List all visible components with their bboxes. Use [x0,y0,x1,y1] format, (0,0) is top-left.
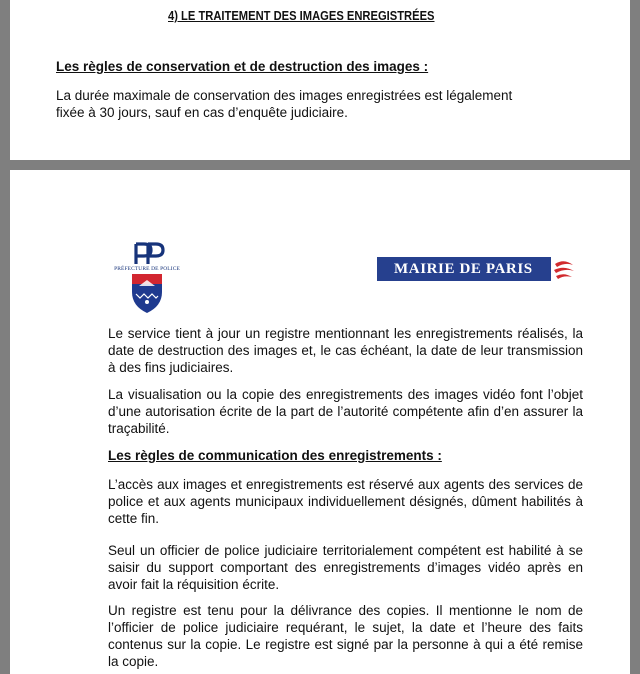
mairie-text: MAIRIE DE PARIS [394,261,533,277]
mairie-de-paris-logo [377,257,575,281]
prefecture-emblem-icon [106,240,188,316]
paragraph-registre: Le service tient à jour un registre mentionnant les enregistrements réalisés, la date de destruction des images et, le cas échéant, la date de leur transmission à des fins judiciaires. [108,326,583,375]
document-page-2 [10,170,630,674]
paragraph-copies: Un registre est tenu pour la délivrance des copies. Il mentionne le nom de l’officier de police judiciaire requérant, le sujet, la date et l’heure des faits contenus sur la copie. Le registre est signé par la personne à qui a été remise la copie. [108,603,583,669]
paragraph-visualisation: La visualisation ou la copie des enregistrements des images vidéo font l’objet d’une autorisation écrite de la part de l’autorité compétente afin d’en assurer la traçabilité. [108,387,583,436]
section-title: 4) LE TRAITEMENT DES IMAGES ENREGISTRÉES [168,8,435,23]
paragraph-conservation [56,87,596,121]
subheading-conservation: Les règles de conservation et de destruction des images : [56,59,429,74]
paragraph-acces: L’accès aux images et enregistrements est réservé aux agents des services de police et aux agents municipaux individuellement désignés, dûment habilités à cette fin. [108,477,583,526]
document-page-1 [10,0,630,160]
mairie-swirl-icon [551,256,577,282]
paragraph-line: La durée maximale de conservation des images enregistrées est légalement [56,88,513,103]
paragraph-line: fixée à 30 jours, sauf en cas d’enquête judiciaire. [56,105,348,120]
prefecture-text: PRÉFECTURE DE POLICE [114,266,180,272]
prefecture-de-police-logo [106,240,188,316]
subheading-communication: Les règles de communication des enregistrements : [108,448,442,463]
paragraph-officier: Seul un officier de police judiciaire territorialement compétent est habilité à se saisir du support comportant des enregistrements d’images vidéo après en avoir fait la réquisition écrite. [108,543,583,592]
